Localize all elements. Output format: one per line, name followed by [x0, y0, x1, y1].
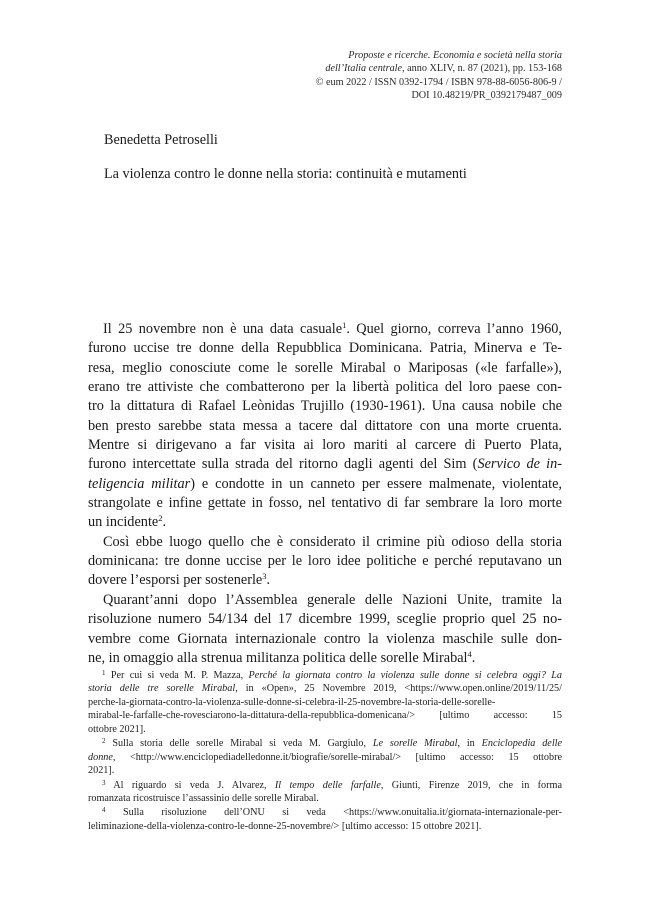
body-line: strangolate e infine gettate in fosso, nel tentativo di far sembrare la loro morte: [88, 495, 562, 512]
journal-header: [262, 49, 562, 103]
footnotes: [88, 669, 562, 833]
body-line: erano tre attiviste che combatterono per la libertà politica del loro paese con-: [88, 379, 562, 396]
article-author: Benedetta Petroselli: [104, 132, 218, 148]
footnote-4: $^4$ Sulla risoluzione dell’ONU si veda <https://www.onuitalia.it/giornata-internazionale-per- leliminazione-della-violenza-contro-le-donne-25-novembre/> [ultimo accesso: 15 ottobre 2021].: [88, 806, 562, 832]
body-line: un incidente$^2$.: [88, 513, 167, 531]
footnote-ref: 4: [467, 648, 472, 659]
body-line: Il 25 novembre non è una data casuale$^1$. Quel giorno, correva l’anno 1960,: [103, 320, 563, 337]
body-line: ne, in omaggio alla strenua militanza politica delle sorelle Mirabal$^4$.: [88, 648, 476, 666]
body-line: resa, meglio conosciute come le sorelle Mirabal o Mariposas («le farfalle»),: [88, 359, 562, 376]
body-line: vembre come Giornata internazionale contro la violenza maschile sulle don-: [88, 630, 562, 647]
body-line: risoluzione numero 54/134 del 17 dicembre 1999, sceglie proprio quel 25 no-: [88, 611, 562, 628]
article-title: La violenza contro le donne nella storia: continuità e mutamenti: [104, 166, 467, 182]
footnote-3: $^3$ Al riguardo si veda J. Alvarez, Il tempo delle farfalle, Giunti, Firenze 2019, che in forma romanzata ricostruisce l’assassinio delle sorelle Mirabal.: [88, 778, 562, 804]
body-line: teligencia militar) e condotte in un canneto per essere malmenate, violentate,: [88, 475, 563, 492]
body-line: Mentre si dirigevano a far visita ai loro mariti al carcere di Puerto Plata,: [88, 437, 562, 454]
header-doi: DOI 10.48219/PR_0392179487_009: [411, 90, 562, 102]
footnote-1: $^1$ Per cui si veda M. P. Mazza, Perché la giornata contro la violenza sulle donne si celebra oggi? La storia delle tre sorelle Mirabal, in «Open», 25 Novembre 2019, <https://www.open.online/2019/11/25/ perche-la-giornata-contro-la-violenza-sulle-donne-si-celebra-il-25-novembre-la-storia-delle-sorelle- mirabal-le-farfalle-che-rovesciarono-la-dittatura-della-repubblica-domenicana/> [ultimo accesso: 15 ottobre 2021].: [88, 669, 563, 735]
footnote-ref: 1: [342, 320, 347, 330]
header-issn-isbn: © eum 2022 / ISSN 0392-1794 / ISBN 978-88-6056-806-9 /: [315, 76, 562, 88]
body-line: dovere l’esporsi per sostenerle$^3$.: [88, 571, 271, 589]
footnote-ref: 2: [158, 513, 163, 524]
body-line: tro la dittatura di Rafael Leònidas Trujillo (1930-1961). Una causa nobile che: [88, 398, 562, 415]
header-journal-title: Proposte e ricerche. Economia e società nella storia: [348, 50, 562, 61]
footnote-2: $^2$ Sulla storia delle sorelle Mirabal si veda M. Gargiulo, Le sorelle Mirabal, in Enciclopedia delle donne, <http://www.enciclopediadelledonne.it/biografie/sorelle-mirabal/> [ultimo accesso: 15 ottobre 2021].: [88, 737, 563, 777]
body-line: ben presto sarebbe stata messa a tacere dal dittatore con una morte cruenta.: [88, 417, 562, 434]
article-body: [88, 320, 562, 668]
footnote-ref: 3: [262, 571, 267, 582]
body-line: furono intercettate sulla strada del ritorno dagli agenti del Sim (Servico de in-: [88, 456, 562, 473]
body-line: dominicana: tre donne uccise per le loro idee politiche e perché reputavano un: [88, 553, 562, 570]
body-line: furono uccise tre donne della Repubblica Dominicana. Patria, Minerva e Te-: [88, 340, 562, 357]
header-issue-info: dell’Italia centrale, anno XLIV, n. 87 (2021), pp. 153-168: [325, 63, 562, 75]
body-line: Quarant’anni dopo l’Assemblea generale delle Nazioni Unite, tramite la: [103, 591, 562, 608]
body-line: Così ebbe luogo quello che è considerato il crimine più odioso della storia: [103, 533, 562, 550]
